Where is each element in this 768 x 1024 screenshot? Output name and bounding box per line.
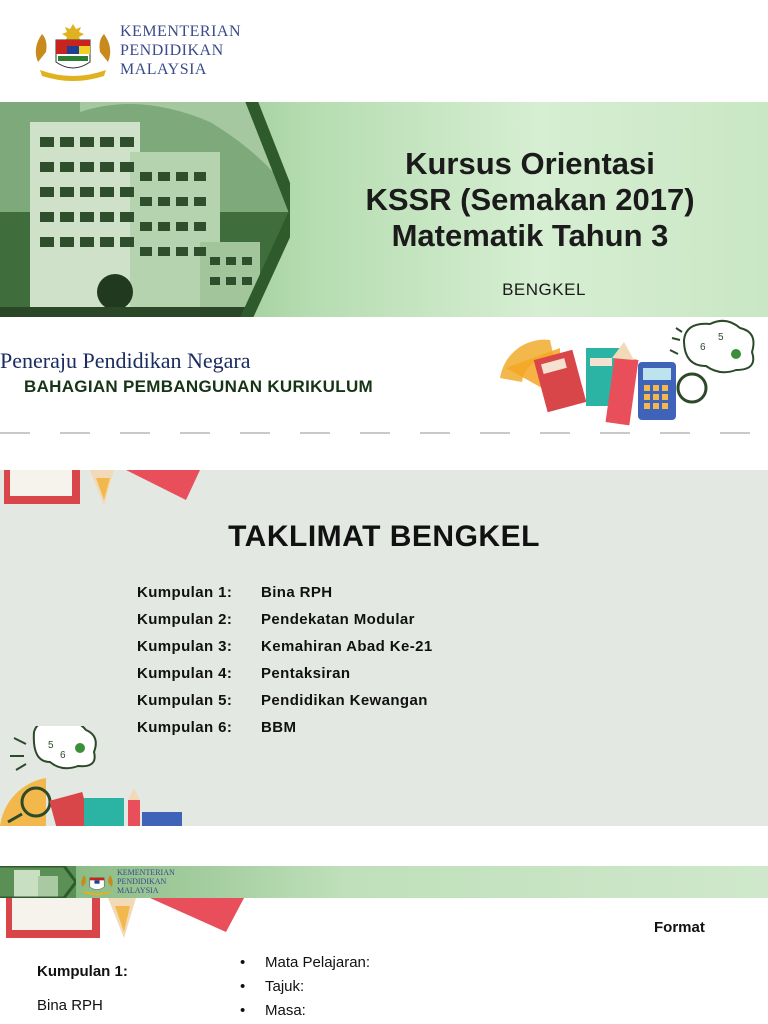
format-label: Format <box>654 919 705 936</box>
header-banner <box>0 866 768 898</box>
school-supplies-illustration <box>500 318 760 430</box>
group-value: Kemahiran Abad Ke-21 <box>261 638 433 655</box>
title-line-1: Kursus Orientasi <box>405 146 655 181</box>
svg-text:5: 5 <box>48 740 54 751</box>
svg-text:5: 5 <box>718 332 724 343</box>
group-list <box>137 584 433 746</box>
course-title <box>300 146 760 254</box>
bullet-icon: • <box>240 977 246 995</box>
building-thumbnail <box>0 866 76 898</box>
group-value: Bina RPH <box>37 997 103 1014</box>
bullet-text: Masa: <box>265 1001 306 1019</box>
list-item <box>137 692 433 719</box>
ministry-line-1: KEMENTERIAN <box>120 23 242 40</box>
group-value: BBM <box>261 719 297 736</box>
malaysia-coat-of-arms-logo <box>28 18 118 82</box>
building-photo <box>0 102 290 317</box>
group-label: Kumpulan 5: <box>137 692 233 709</box>
bullet-text: Tajuk: <box>265 977 305 995</box>
bullet-icon: • <box>240 953 246 971</box>
slide-divider <box>0 432 768 434</box>
group-value: Pendekatan Modular <box>261 611 415 628</box>
subtitle: BENGKEL <box>502 280 586 299</box>
list-item <box>240 998 370 1022</box>
ministry-line-1: KEMENTERIAN <box>117 868 175 877</box>
group-label: Kumpulan 3: <box>137 638 233 655</box>
briefing-slide <box>0 470 768 826</box>
list-item <box>137 638 433 665</box>
ministry-line-2: PENDIDIKAN <box>120 42 224 59</box>
bullet-icon: • <box>240 1001 246 1019</box>
group-label: Kumpulan 2: <box>137 611 233 628</box>
slide-title: TAKLIMAT BENGKEL <box>228 520 540 553</box>
list-item <box>240 974 370 998</box>
ministry-name <box>120 22 241 79</box>
group-value: Pendidikan Kewangan <box>261 692 428 709</box>
title-slide <box>0 0 768 436</box>
list-item <box>137 611 433 638</box>
group-label: Kumpulan 6: <box>137 719 233 736</box>
school-supplies-top-illustration <box>0 470 210 510</box>
group-value: Pentaksiran <box>261 665 351 682</box>
ministry-line-3: MALAYSIA <box>117 886 159 895</box>
list-item <box>137 584 433 611</box>
group-value: Bina RPH <box>261 584 333 601</box>
ministry-line-2: PENDIDIKAN <box>117 877 167 886</box>
school-supplies-bottom-illustration <box>0 726 190 826</box>
title-line-3: Matematik Tahun 3 <box>391 218 669 253</box>
svg-text:6: 6 <box>60 750 66 761</box>
ministry-name-small <box>117 868 175 895</box>
tagline: Peneraju Pendidikan Negara <box>0 348 251 373</box>
group-label: Kumpulan 1: <box>137 584 233 601</box>
bullet-text: Mata Pelajaran: <box>265 953 371 971</box>
group-label: Kumpulan 1: <box>37 963 128 980</box>
list-item <box>240 950 370 974</box>
ministry-line-3: MALAYSIA <box>120 61 207 78</box>
school-supplies-top-illustration <box>0 898 250 942</box>
malaysia-coat-of-arms-logo <box>78 868 116 896</box>
title-line-2: KSSR (Semakan 2017) <box>365 182 695 217</box>
format-bullet-list <box>240 950 370 1022</box>
group-label: Kumpulan 4: <box>137 665 233 682</box>
list-item <box>137 665 433 692</box>
division-name: BAHAGIAN PEMBANGUNAN KURIKULUM <box>24 377 373 396</box>
format-slide <box>0 866 768 1024</box>
svg-text:6: 6 <box>700 342 706 353</box>
